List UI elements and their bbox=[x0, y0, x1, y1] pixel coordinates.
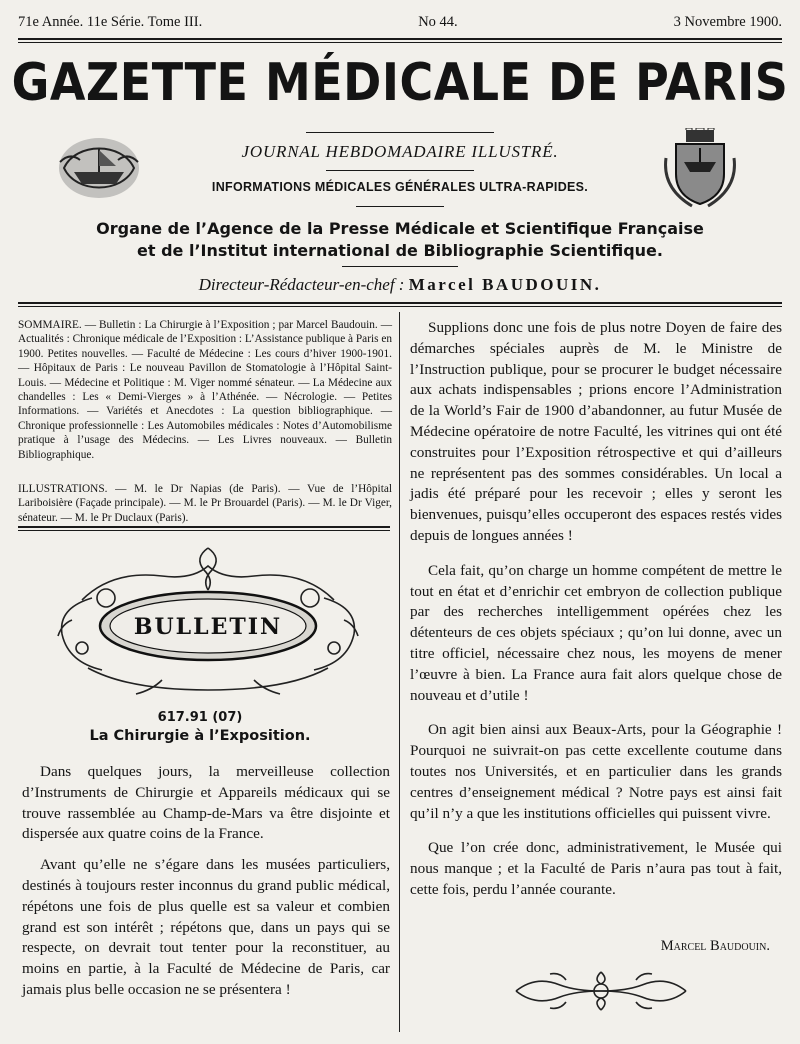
article-paragraph: Que l’on crée donc, administrativement, le Musée qui nous manque ; et la Faculté de Paris n’aura pas tout à fait, cette fois, perdu l’année courante. bbox=[410, 839, 782, 898]
issue-header bbox=[18, 14, 782, 36]
masthead-title: GAZETTE MÉDICALE DE PARIS bbox=[11, 52, 789, 113]
article-paragraph: Supplions donc une fois de plus notre Doyen de faire des démarches spéciales auprès de M. le Ministre de l’Instruction publique, pour se procurer le budget nécessaire aux achats indispensables ; prions encore l’Administration de la World’s Fair de 1900 d’abandonner, au futur Musée de Médecine opératoire de notre Faculté, les vitrines qui ont été construites pour l’Exposition rétrospective et qui d’ailleurs ne représentent pas des sommes considérables. Un local a jadis été préparé pour les recevoir ; elles y seront les bienvenues, puisqu’elles occuperont des espaces restés vides depuis de longues années ! bbox=[410, 319, 782, 544]
masthead-rule-2 bbox=[326, 170, 474, 171]
city-ship-emblem-icon bbox=[56, 132, 142, 202]
organ-line-2: et de l’Institut international de Bibliographie Scientifique. bbox=[137, 241, 663, 260]
article-paragraph: Cela fait, qu’on charge un homme compétent de mettre le tout en état et d’enrichir cet embryon de collection publique par des recherches intelligemment opérées chez les détenteurs de ces objets spéciaux ; qu’on lui donne, avec un titre officiel, nécessaire chez nous, les moyens de mener l’œuvre à bien. La France aura fait alors quelque chose de nouveau et d’utile ! bbox=[410, 561, 782, 704]
article-body-right bbox=[410, 318, 782, 915]
issue-number: No 44. bbox=[418, 14, 458, 30]
organ-rule bbox=[342, 266, 458, 267]
masthead-rule-3 bbox=[356, 206, 444, 207]
masthead-subtitle: JOURNAL HEBDOMADAIRE ILLUSTRÉ. bbox=[241, 142, 559, 161]
masthead-bottom-rule bbox=[18, 302, 782, 304]
bulletin-banner-text: BULLETIN bbox=[133, 614, 283, 640]
author-signature: Marcel Baudouin. bbox=[660, 938, 770, 954]
bulletin-banner bbox=[52, 540, 364, 700]
article-paragraph: Dans quelques jours, la merveilleuse collection d’Instruments de Chirurgie et Appareils médicaux qui se trouve rassemblée au Champ-de-Mars va être disjointe et dispersée aux quatre coins de la France. bbox=[22, 763, 390, 843]
issue-date: 3 Novembre 1900. bbox=[673, 14, 782, 30]
header-rule-thin bbox=[18, 42, 782, 43]
masthead-bottom-rule-thin bbox=[18, 306, 782, 307]
organ-line-1: Organe de l’Agence de la Presse Médicale et Scientifique Française bbox=[96, 219, 704, 238]
header-rule bbox=[18, 38, 782, 40]
article-classification-code: 617.91 (07) bbox=[157, 710, 243, 725]
organ-statement bbox=[0, 218, 800, 262]
ornament-tailpiece-icon bbox=[506, 968, 696, 1014]
issue-volume: 71e Année. 11e Série. Tome III. bbox=[18, 14, 203, 30]
director-line bbox=[0, 275, 800, 295]
sommaire-rule-thin bbox=[18, 530, 390, 531]
table-of-contents: SOMMAIRE. — Bulletin : La Chirurgie à l’Exposition ; par Marcel Baudouin. — Actualités : Chronique médicale de l’Exposition : L’Assistance publique à Paris en 1900. Petites nouvelles. — Faculté de Médecine : Les cours d’hiver 1900-1901. — Hôpitaux de Paris : Le nouveau Pavillon de Stomatologie à l’Hôpital Saint-Louis. — Médecine et Politique : M. Viger nommé sénateur. — La Médecine aux chandelles : Les « Demi-Vierges » à l’Athénée. — Nécrologie. — Petites Informations. — Variétés et Anecdotes : La question bibliographique. — Chronique professionnelle : Les Automobiles médicales : Notes d’Automobilisme pratique à l’usage des Médecins. — Les Livres nouveaux. — Bulletin Bibliographique. bbox=[18, 319, 392, 461]
article-title: La Chirurgie à l’Exposition. bbox=[89, 728, 311, 744]
masthead-tagline: INFORMATIONS MÉDICALES GÉNÉRALES ULTRA-RAPIDES. bbox=[211, 180, 589, 194]
article-body-left bbox=[22, 762, 390, 1011]
article-paragraph: On agit bien ainsi aux Beaux-Arts, pour la Géographie ! Pourquoi ne suivrait-on pas cette excellente coutume dans toutes nos Universités, et en particulier dans les grands centres d’enseignement médical ? Notre pays est ainsi fait qu’il n’y a que les institutions officielles qui puissent vivre. bbox=[410, 721, 782, 822]
director-label: Directeur-Rédacteur-en-chef : bbox=[198, 275, 405, 294]
column-divider bbox=[399, 312, 400, 1032]
sommaire-rule bbox=[18, 526, 390, 528]
article-paragraph: Avant qu’elle ne s’égare dans les musées particuliers, destinés à toujours rester inconnus du grand public médical, répétons une fois de plus quelle est sa valeur et combien grand est son intérêt ; répétons que, dans un pays qui se respecte, on devrait tout tenter pour la reconstituer, au moins en partie, à la Faculté de Médecine de Paris, car jamais plus belle occasion ne se présentera ! bbox=[22, 856, 390, 998]
illustrations-list: ILLUSTRATIONS. — M. le Dr Napias (de Paris). — Vue de l’Hôpital Lariboisière (Façade principale). — M. le Pr Brouardel (Paris). — M. le Dr Viger, sénateur. — M. le Pr Duclaux (Paris). bbox=[18, 483, 392, 524]
director-name: Marcel BAUDOUIN. bbox=[408, 275, 602, 294]
coat-of-arms-icon bbox=[662, 128, 738, 210]
masthead-rule-1 bbox=[306, 132, 494, 133]
